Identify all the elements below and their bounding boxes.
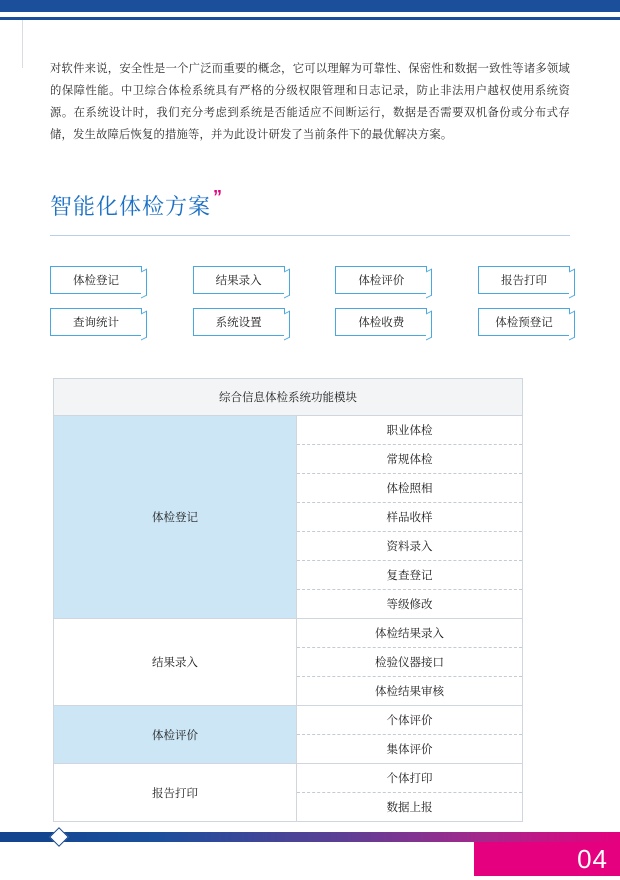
module-button-tijianyudengji[interactable]: 体检预登记 bbox=[478, 308, 570, 336]
table-item: 常规体检 bbox=[297, 445, 523, 474]
table-row bbox=[54, 416, 522, 445]
table-header-cell: 综合信息体检系统功能模块 bbox=[54, 379, 522, 416]
table-row bbox=[54, 619, 522, 648]
module-button-grid bbox=[50, 266, 570, 336]
module-button-baogaodayin[interactable]: 报告打印 bbox=[478, 266, 570, 294]
table-group-name-3: 体检评价 bbox=[54, 706, 297, 764]
module-button-tijiandengji[interactable]: 体检登记 bbox=[50, 266, 142, 294]
module-row-1 bbox=[50, 266, 570, 294]
table-item: 个体评价 bbox=[297, 706, 523, 735]
module-button-tijianshoufei[interactable]: 体检收费 bbox=[335, 308, 427, 336]
footer-diamond-icon bbox=[49, 827, 69, 847]
table-item: 集体评价 bbox=[297, 735, 523, 764]
table-item: 资料录入 bbox=[297, 532, 523, 561]
table-group-name-4: 报告打印 bbox=[54, 764, 297, 822]
table-item: 体检结果审核 bbox=[297, 677, 523, 706]
page-footer bbox=[0, 820, 620, 880]
table-item: 个体打印 bbox=[297, 764, 523, 793]
table-item: 职业体检 bbox=[297, 416, 523, 445]
table-item: 体检结果录入 bbox=[297, 619, 523, 648]
left-margin-rule bbox=[22, 20, 23, 68]
page-number: 04 bbox=[577, 844, 608, 874]
table-item: 样品收样 bbox=[297, 503, 523, 532]
intro-paragraph: 对软件来说，安全性是一个广泛而重要的概念，它可以理解为可靠性、保密性和数据一致性等诸多领域的保障性能。中卫综合体检系统具有严格的分级权限管理和日志记录，防止非法用户越权使用系统资源。在系统设计时，我们充分考虑到系统是否能适应不间断运行，数据是否需要双机备份或分布式存储，发生故障后恢复的措施等，并为此设计研发了当前条件下的最优解决方案。 bbox=[50, 63, 570, 141]
section-heading bbox=[50, 187, 570, 236]
table-header-row bbox=[54, 379, 522, 416]
module-button-xitongshezhi[interactable]: 系统设置 bbox=[193, 308, 285, 336]
table-row bbox=[54, 706, 522, 735]
table-item: 复查登记 bbox=[297, 561, 523, 590]
module-button-jieguoluru[interactable]: 结果录入 bbox=[193, 266, 285, 294]
title-divider bbox=[50, 235, 570, 236]
table-group-name-1: 体检登记 bbox=[54, 416, 297, 619]
module-button-tijianpingjia[interactable]: 体检评价 bbox=[335, 266, 427, 294]
table-group-name-2: 结果录入 bbox=[54, 619, 297, 706]
page-content bbox=[50, 20, 570, 822]
page-title: 智能化体检方案 bbox=[50, 194, 212, 219]
module-button-chaxuntongji[interactable]: 查询统计 bbox=[50, 308, 142, 336]
page-number-band bbox=[474, 842, 620, 876]
quote-mark-icon: ” bbox=[213, 187, 223, 207]
table-item: 数据上报 bbox=[297, 793, 523, 822]
table-item: 体检照相 bbox=[297, 474, 523, 503]
function-module-table bbox=[53, 378, 523, 822]
table-row bbox=[54, 764, 522, 793]
footer-gradient-bar bbox=[0, 832, 620, 842]
table-item: 等级修改 bbox=[297, 590, 523, 619]
module-row-2 bbox=[50, 308, 570, 336]
table-item: 检验仪器接口 bbox=[297, 648, 523, 677]
top-border-bar bbox=[0, 0, 620, 12]
